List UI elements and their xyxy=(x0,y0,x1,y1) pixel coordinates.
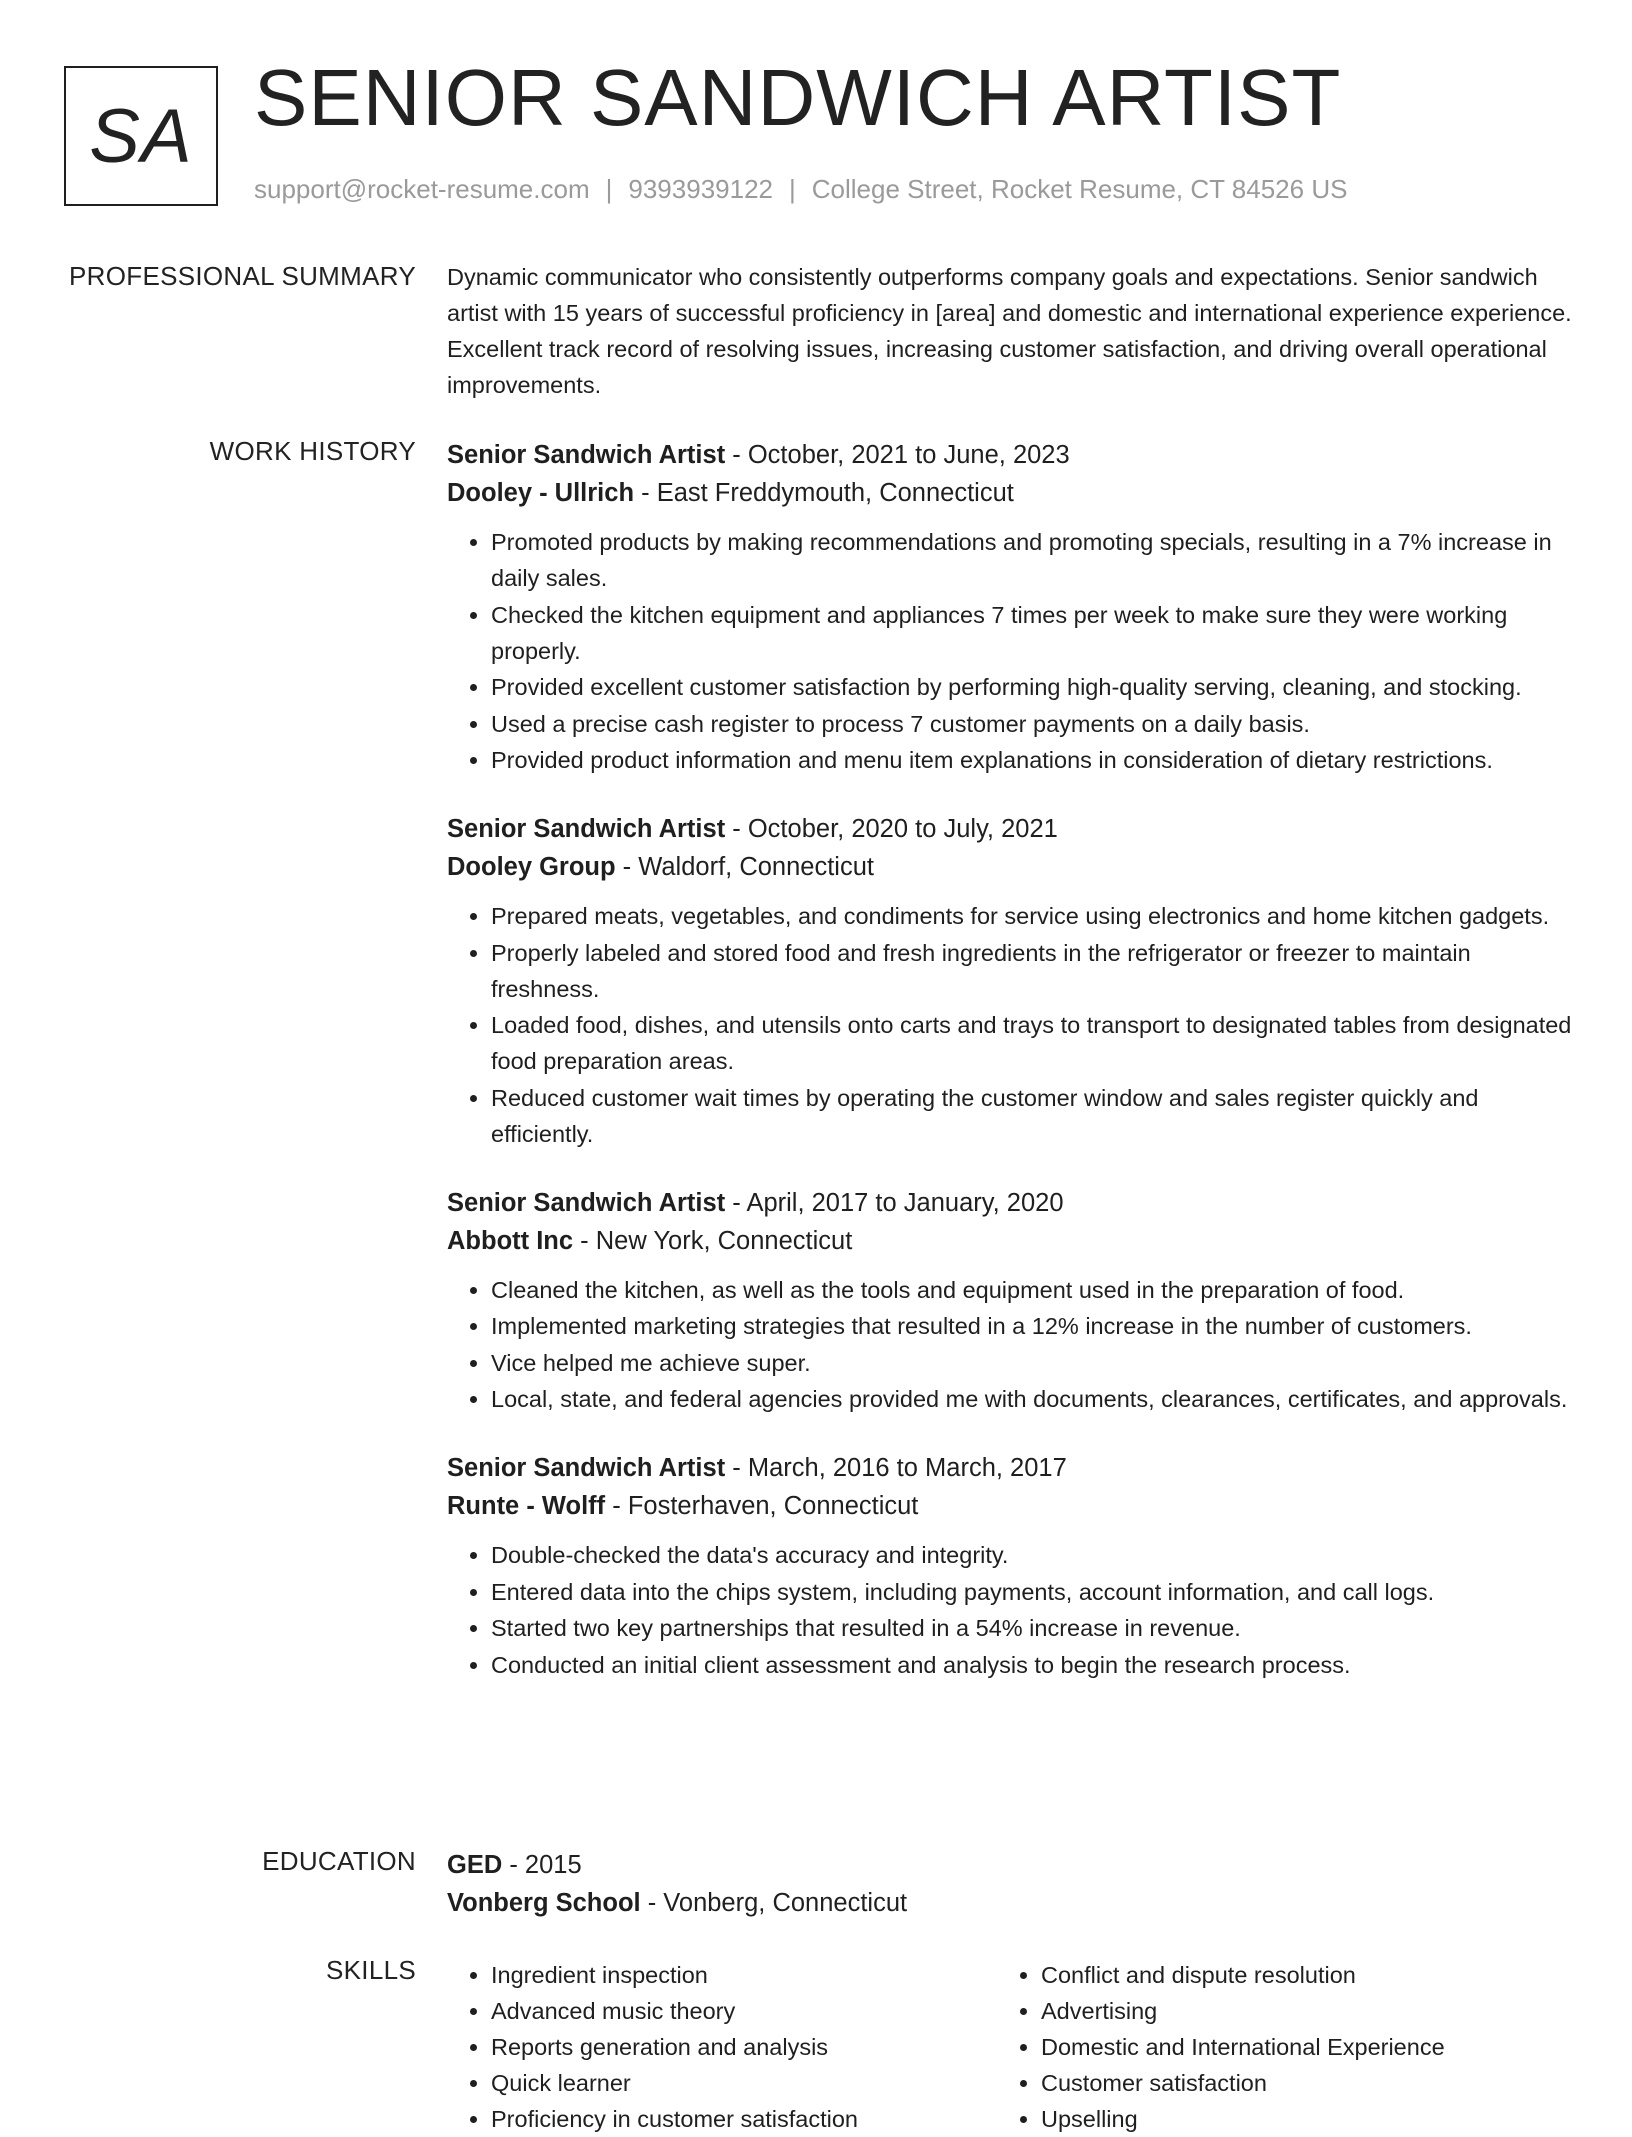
job-dates: - October, 2021 to June, 2023 xyxy=(725,441,1070,469)
job-bullets xyxy=(447,898,1572,1152)
skill-item: • Conflict and dispute resolution xyxy=(1041,1957,1547,1993)
job-bullet: • Promoted products by making recommendations and promoting specials, resulting in a 7% increase in daily sales. xyxy=(491,524,1572,596)
job-title: Senior Sandwich Artist xyxy=(447,1188,726,1217)
job-bullet: • Implemented marketing strategies that resulted in a 12% increase in the number of customers. xyxy=(491,1308,1572,1344)
job-title-line xyxy=(447,436,1572,474)
job-company: Dooley Group xyxy=(447,853,616,881)
job-bullet: • Provided product information and menu item explanations in consideration of dietary restrictions. xyxy=(491,742,1572,778)
job-list xyxy=(447,436,1572,1715)
job-location: - New York, Connecticut xyxy=(573,1226,853,1255)
job-bullet: • Checked the kitchen equipment and appliances 7 times per week to make sure they were working properly. xyxy=(491,597,1572,669)
skill-item: • Ingredient inspection xyxy=(491,1957,997,1993)
job-company-line xyxy=(447,474,1572,512)
job-bullets xyxy=(447,1272,1572,1418)
job-bullets xyxy=(447,1537,1572,1683)
job-company-line xyxy=(447,1222,1572,1260)
job-bullets xyxy=(447,524,1572,778)
job-entry xyxy=(447,1449,1572,1683)
skill-item: • Advertising xyxy=(1041,1993,1547,2029)
job-bullet: • Local, state, and federal agencies provided me with documents, clearances, certificates, and approvals. xyxy=(491,1381,1572,1417)
education-year: - 2015 xyxy=(502,1851,582,1879)
job-bullet: • Loaded food, dishes, and utensils onto carts and trays to transport to designated tables from designated food preparation areas. xyxy=(491,1007,1572,1079)
job-location: - Fosterhaven, Connecticut xyxy=(605,1492,919,1520)
skill-item: • Customer satisfaction xyxy=(1041,2065,1547,2101)
job-company-line xyxy=(447,1487,1572,1525)
skills-label: SKILLS xyxy=(326,1955,416,1985)
job-bullet: • Provided excellent customer satisfaction by performing high-quality serving, cleaning, and stocking. xyxy=(491,669,1572,705)
job-location: - East Freddymouth, Connecticut xyxy=(634,479,1014,507)
job-entry xyxy=(447,1184,1572,1418)
job-title: Senior Sandwich Artist xyxy=(447,815,726,843)
job-title: Senior Sandwich Artist xyxy=(447,441,726,469)
contact-phone[interactable]: 9393939122 xyxy=(628,174,773,204)
skill-item: • Advanced music theory xyxy=(491,1993,997,2029)
skills-left-column xyxy=(447,1957,997,2137)
skill-item: • Reports generation and analysis xyxy=(491,2029,997,2065)
skill-item: • Domestic and International Experience xyxy=(1041,2029,1547,2065)
education-label: EDUCATION xyxy=(262,1846,416,1876)
contact-separator: | xyxy=(605,174,613,204)
skills-columns xyxy=(447,1957,1572,2137)
contact-line xyxy=(254,174,1347,205)
job-bullet: • Conducted an initial client assessment and analysis to begin the research process. xyxy=(491,1647,1572,1683)
skill-item: • Upselling xyxy=(1041,2101,1547,2137)
skill-item: • Proficiency in customer satisfaction xyxy=(491,2101,997,2137)
education-location: - Vonberg, Connecticut xyxy=(640,1889,908,1917)
summary-label: PROFESSIONAL SUMMARY xyxy=(69,261,416,291)
work-history-label: WORK HISTORY xyxy=(209,436,416,466)
job-company: Runte - Wolff xyxy=(447,1492,606,1520)
job-dates: - March, 2016 to March, 2017 xyxy=(725,1454,1067,1482)
job-title-line xyxy=(447,1449,1572,1487)
education-school-line xyxy=(447,1884,1572,1922)
skills-right-column xyxy=(997,1957,1547,2137)
job-title-line xyxy=(447,1184,1572,1222)
job-bullet: • Double-checked the data's accuracy and integrity. xyxy=(491,1537,1572,1573)
job-location: - Waldorf, Connecticut xyxy=(615,853,874,881)
page-title: SENIOR SANDWICH ARTIST xyxy=(254,53,1342,142)
education-school: Vonberg School xyxy=(447,1889,641,1917)
education-degree: GED xyxy=(447,1851,503,1879)
contact-address: College Street, Rocket Resume, CT 84526 US xyxy=(811,174,1348,204)
job-dates: - April, 2017 to January, 2020 xyxy=(725,1188,1064,1217)
job-dates: - October, 2020 to July, 2021 xyxy=(725,815,1058,843)
job-title-line xyxy=(447,810,1572,848)
job-bullet: • Entered data into the chips system, including payments, account information, and call logs. xyxy=(491,1574,1572,1610)
summary-text: Dynamic communicator who consistently outperforms company goals and expectations. Senior sandwich artist with 15 years of successful proficiency in [area] and domestic and international experience experience. Excellent track record of resolving issues, increasing customer satisfaction, and driving overall operational improvements. xyxy=(447,264,1572,398)
education-degree-line xyxy=(447,1846,1572,1884)
job-company: Dooley - Ullrich xyxy=(447,479,635,507)
job-bullet: • Cleaned the kitchen, as well as the tools and equipment used in the preparation of food. xyxy=(491,1272,1572,1308)
job-entry xyxy=(447,810,1572,1152)
job-bullet: • Properly labeled and stored food and fresh ingredients in the refrigerator or freezer to maintain freshness. xyxy=(491,935,1572,1007)
job-bullet: • Started two key partnerships that resulted in a 54% increase in revenue. xyxy=(491,1610,1572,1646)
contact-email[interactable]: support@rocket-resume.com xyxy=(254,174,590,204)
job-entry xyxy=(447,436,1572,778)
initials: SA xyxy=(89,93,193,179)
job-bullet: • Used a precise cash register to process 7 customer payments on a daily basis. xyxy=(491,706,1572,742)
job-bullet: • Vice helped me achieve super. xyxy=(491,1345,1572,1381)
job-title: Senior Sandwich Artist xyxy=(447,1454,726,1482)
job-bullet: • Prepared meats, vegetables, and condiments for service using electronics and home kitchen gadgets. xyxy=(491,898,1572,934)
contact-separator: | xyxy=(789,174,796,204)
initials-monogram xyxy=(64,66,218,206)
job-company: Abbott Inc xyxy=(447,1226,574,1255)
skill-item: • Quick learner xyxy=(491,2065,997,2101)
job-company-line xyxy=(447,848,1572,886)
job-bullet: • Reduced customer wait times by operating the customer window and sales register quickly and efficiently. xyxy=(491,1080,1572,1152)
